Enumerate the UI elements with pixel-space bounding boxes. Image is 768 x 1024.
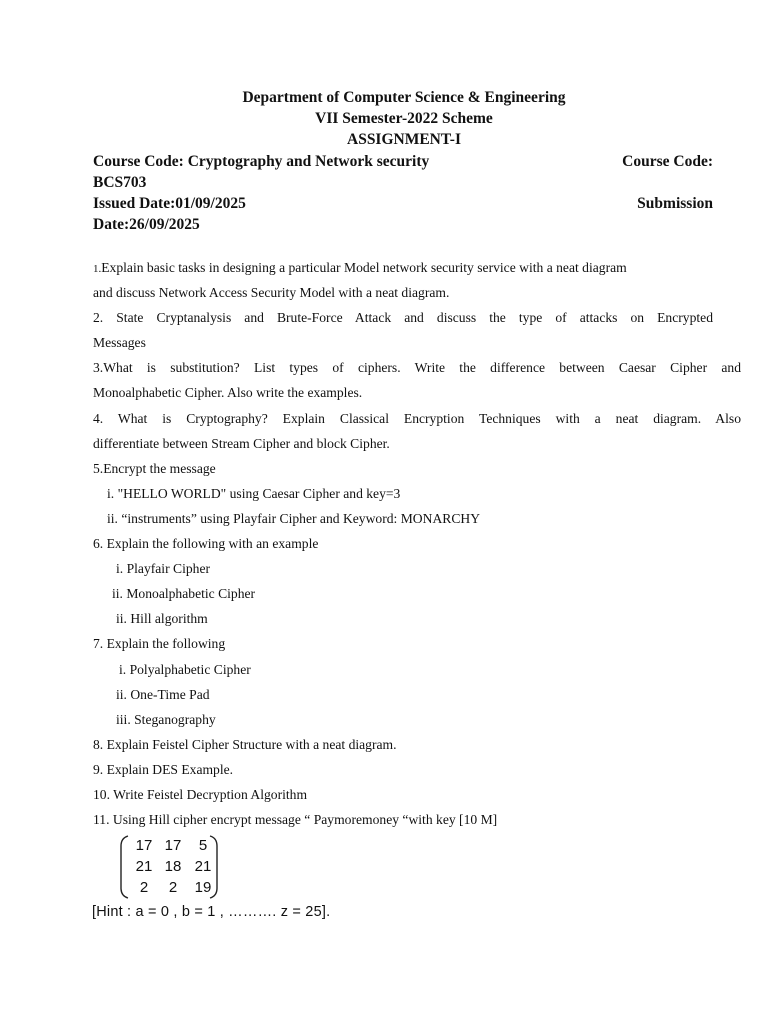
matrix-cell: 18: [164, 858, 182, 875]
matrix-cell: 5: [198, 837, 208, 854]
course-row-1: [93, 151, 713, 172]
matrix-cell: 19: [194, 879, 212, 896]
question-7-item-ii: ii. One-Time Pad: [116, 686, 210, 702]
course-code-value: BCS703: [93, 174, 147, 191]
question-1-line-1: 1.Explain basic tasks in designing a particular Model network security service with a neat diagram: [93, 260, 627, 275]
hint-text: [Hint : a = 0 , b = 1 , ………. z = 25].: [92, 904, 331, 920]
matrix-cell: 21: [135, 858, 153, 875]
question-10: 10. Write Feistel Decryption Algorithm: [93, 786, 308, 802]
document-header: [0, 87, 768, 150]
course-name: Course Code: Cryptography and Network security: [93, 153, 430, 170]
question-6: 6. Explain the following with an example: [93, 536, 319, 552]
matrix-cell: 2: [168, 879, 178, 896]
question-6-item-iii: ii. Hill algorithm: [116, 611, 208, 627]
question-7-item-iii: iii. Steganography: [116, 711, 216, 727]
question-4-line-2: differentiate between Stream Cipher and block Cipher.: [93, 435, 390, 451]
question-2-line-1: 2. State Cryptanalysis and Brute-Force Attack and discuss the type of attacks on Encrypted: [93, 310, 713, 326]
submission-date: Date:26/09/2025: [93, 216, 200, 233]
course-code-label: Course Code:: [622, 153, 713, 170]
key-matrix: [118, 834, 220, 900]
question-7: 7. Explain the following: [93, 636, 226, 652]
issued-date: Issued Date:01/09/2025: [93, 195, 246, 212]
question-3-line-2: Monoalphabetic Cipher. Also write the examples.: [93, 385, 363, 401]
question-1-line-2: and discuss Network Access Security Model with a neat diagram.: [93, 285, 450, 301]
question-7-item-i: i. Polyalphabetic Cipher: [119, 661, 251, 677]
department-title: Department of Computer Science & Engineering: [242, 89, 566, 106]
matrix-cell: 17: [164, 837, 182, 854]
matrix-grid: [130, 836, 218, 897]
question-2-line-2: Messages: [93, 335, 146, 351]
question-9: 9. Explain DES Example.: [93, 761, 234, 777]
semester-title: VII Semester-2022 Scheme: [315, 110, 493, 127]
submission-label: Submission: [637, 195, 713, 212]
question-6-item-ii: ii. Monoalphabetic Cipher: [112, 586, 256, 602]
question-5-item-ii: ii. “instruments” using Playfair Cipher and Keyword: MONARCHY: [107, 510, 481, 526]
question-6-item-i: i. Playfair Cipher: [116, 561, 211, 577]
matrix-cell: 2: [139, 879, 149, 896]
question-5-item-i: i. "HELLO WORLD" using Caesar Cipher and key=3: [107, 485, 401, 501]
assignment-title: ASSIGNMENT-I: [347, 131, 461, 148]
question-list: [93, 255, 741, 832]
question-8: 8. Explain Feistel Cipher Structure with a neat diagram.: [93, 736, 397, 752]
question-5: 5.Encrypt the message: [93, 460, 216, 476]
question-11: 11. Using Hill cipher encrypt message “ Paymoremoney “with key [10 M]: [93, 812, 498, 828]
matrix-cell: 17: [135, 837, 153, 854]
question-4-line-1: 4. What is Cryptography? Explain Classical Encryption Techniques with a neat diagram. Also: [93, 410, 741, 426]
course-row-3: [93, 193, 713, 214]
matrix-cell: 21: [194, 858, 212, 875]
course-info: [93, 151, 713, 235]
question-3-line-1: 3.What is substitution? List types of ciphers. Write the difference between Caesar Cipher and: [93, 360, 741, 376]
